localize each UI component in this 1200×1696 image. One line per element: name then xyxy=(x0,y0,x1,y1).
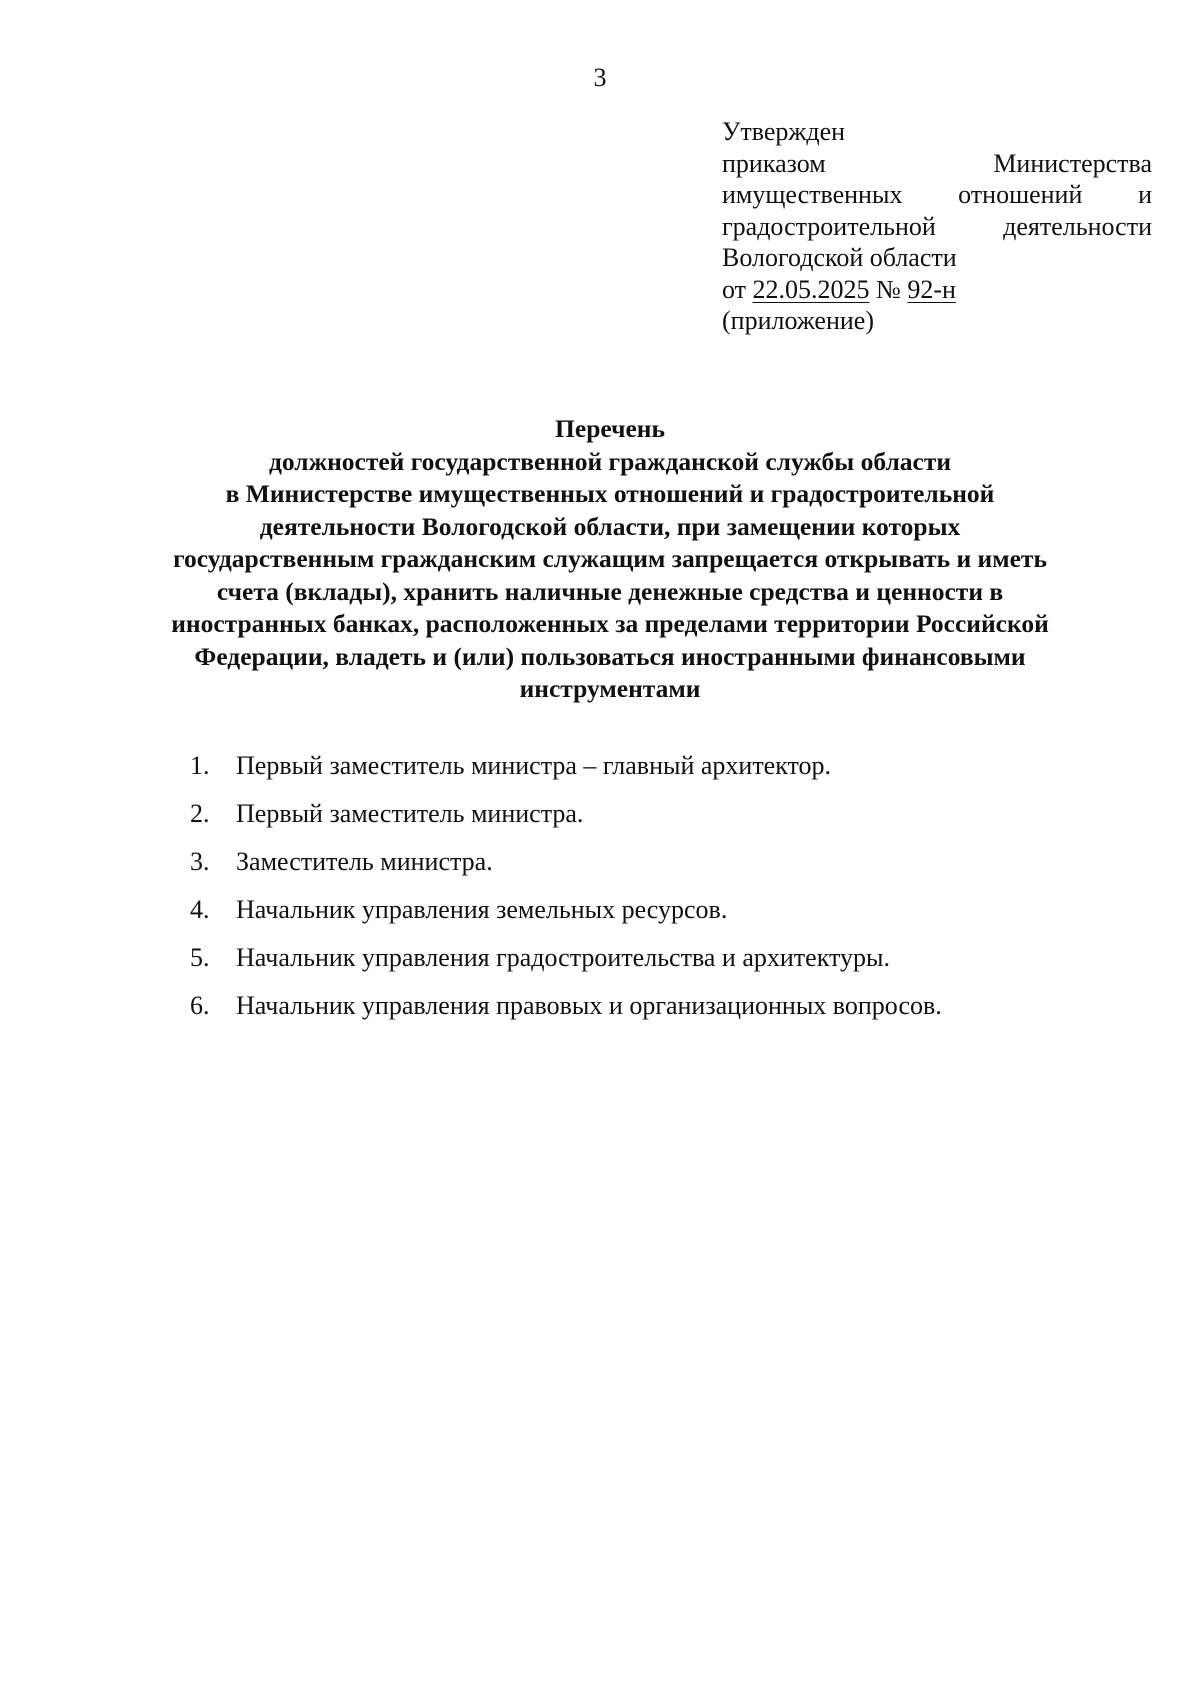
approval-and-word: и xyxy=(1138,180,1152,209)
approval-appendix-note: (приложение) xyxy=(722,306,875,335)
approval-urban-word: градостроительной xyxy=(722,211,936,241)
list-item-text: Начальник управления градостроительства и архитектуры. xyxy=(236,943,890,972)
document-title xyxy=(110,413,1110,706)
list-item-number: 6. xyxy=(190,991,210,1020)
list-item xyxy=(190,846,1090,894)
approval-order-line xyxy=(722,148,1152,180)
approval-number-prefix: № xyxy=(876,274,901,304)
list-item xyxy=(190,750,1090,798)
page-number: 3 xyxy=(593,63,607,92)
positions-list xyxy=(190,750,1090,1038)
approval-date: 22.05.2025 xyxy=(752,274,870,304)
approval-date-prefix: от xyxy=(722,274,747,304)
list-item-text: Первый заместитель министра – главный архитектор. xyxy=(236,751,832,780)
approval-number: 92-н xyxy=(907,274,956,304)
approval-ministry-word: Министерства xyxy=(993,148,1152,178)
title-line: Федерации, владеть и (или) пользоваться иностранными финансовыми xyxy=(194,641,1026,671)
approval-relations-word: отношений xyxy=(958,180,1083,209)
approval-date-line xyxy=(722,274,1152,306)
approval-order-word: приказом xyxy=(722,148,826,178)
list-item-number: 3. xyxy=(190,847,210,876)
approval-status: Утвержден xyxy=(722,117,846,146)
list-item-number: 2. xyxy=(190,799,210,828)
list-item xyxy=(190,894,1090,942)
title-line: инструментами xyxy=(519,674,701,703)
list-item xyxy=(190,990,1090,1038)
title-heading: Перечень xyxy=(555,414,665,443)
list-item-text: Начальник управления правовых и организационных вопросов. xyxy=(236,991,942,1020)
title-line: иностранных банках, расположенных за пределами территории Российской xyxy=(171,609,1049,638)
list-item-text: Заместитель министра. xyxy=(236,847,493,876)
approval-activity-word: деятельности xyxy=(1003,211,1152,241)
title-line: счета (вклады), хранить наличные денежные средства и ценности в xyxy=(216,576,1004,606)
list-item-number: 5. xyxy=(190,943,210,972)
title-line: деятельности Вологодской области, при замещении которых xyxy=(259,511,961,541)
approval-region: Вологодской области xyxy=(722,243,957,272)
approval-property-word: имущественных xyxy=(722,180,903,209)
title-line: должностей государственной гражданской службы области xyxy=(268,446,952,476)
list-item xyxy=(190,942,1090,990)
approval-block xyxy=(722,116,1152,337)
title-line: в Министерстве имущественных отношений и градостроительной xyxy=(225,479,995,508)
list-item-number: 1. xyxy=(190,751,210,780)
approval-ministry-line xyxy=(722,179,1152,211)
list-item-number: 4. xyxy=(190,895,210,924)
list-item-text: Первый заместитель министра. xyxy=(236,799,584,828)
list-item xyxy=(190,798,1090,846)
title-line: государственным гражданским служащим запрещается открывать и иметь xyxy=(173,544,1047,573)
list-item-text: Начальник управления земельных ресурсов. xyxy=(236,895,728,924)
approval-urban-line xyxy=(722,211,1152,243)
